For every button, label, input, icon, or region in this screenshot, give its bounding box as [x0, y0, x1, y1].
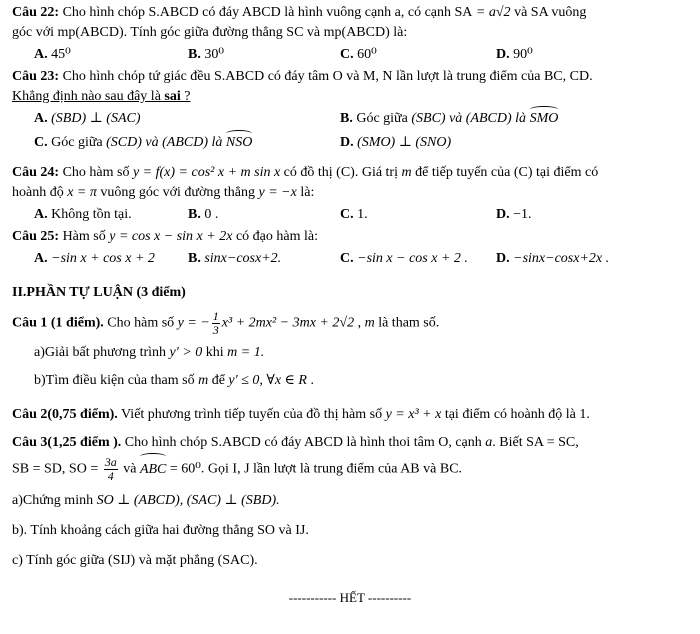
q23-line2: Khẳng định nào sau đây là sai ?: [12, 89, 191, 104]
q24-line1: Câu 24: Cho hàm số y = f(x) = cos² x + m sin x có đồ thị (C). Giá trị m để tiếp tuyến của (C) tại điểm có: [12, 165, 599, 180]
q25-line1: Câu 25: Hàm số y = cos x − sin x + 2x có đạo hàm là:: [12, 229, 318, 244]
q25-option-d[interactable]: D. −sinx−cosx+2x .: [496, 251, 610, 266]
c2-line: Câu 2(0,75 điểm). Viết phương trình tiếp tuyến của đồ thị hàm số y = x³ + x tại điểm có hoành độ là 1.: [12, 407, 590, 422]
q23-option-b[interactable]: B. Góc giữa (SBC) và (ABCD) là SMO: [340, 111, 559, 126]
q24-label: Câu 24:: [12, 165, 60, 180]
c3-line1: Câu 3(1,25 điểm ). Cho hình chóp S.ABCD có đáy ABCD là hình thoi tâm O, cạnh a. Biết SA = SC,: [12, 435, 579, 450]
q25-label: Câu 25:: [12, 229, 60, 244]
q24-option-d[interactable]: D. −1.: [496, 207, 532, 222]
q25-option-c[interactable]: C. −sin x − cos x + 2 .: [340, 251, 468, 266]
q22-label: Câu 22:: [12, 5, 60, 20]
c1-part-b: b)Tìm điều kiện của tham số m để y′ ≤ 0, ∀x ∈ R .: [34, 373, 314, 388]
q24-option-c[interactable]: C. 1.: [340, 207, 368, 222]
q24-option-b[interactable]: B. 0 .: [188, 207, 219, 222]
c1-label: Câu 1 (1 điểm).: [12, 315, 104, 331]
end-marker: ----------- HẾT ----------: [288, 590, 412, 605]
q22-option-a[interactable]: A. 45⁰: [34, 47, 71, 62]
q25-option-b[interactable]: B. sinx−cosx+2.: [188, 251, 282, 266]
c3-part-a: a)Chứng minh SO ⊥ (ABCD), (SAC) ⊥ (SBD).: [12, 493, 280, 508]
q22-option-c[interactable]: C. 60⁰: [340, 47, 377, 62]
c1-line1: Câu 1 (1 điểm). Cho hàm số y = − $\frac{1}{3}$ x³ + 2mx² − 3mx + 2√2 , m là tham số.: [12, 309, 440, 337]
q25-option-a[interactable]: A. −sin x + cos x + 2: [34, 251, 155, 266]
q23-option-d[interactable]: D. (SMO) ⊥ (SNO): [340, 135, 452, 150]
q23-option-c[interactable]: C. Góc giữa (SCD) và (ABCD) là NSO: [34, 135, 253, 150]
angle-abc: ABC: [140, 457, 166, 483]
c3-part-b: b). Tính khoảng cách giữa hai đường thẳng SO và IJ.: [12, 523, 309, 538]
c1-fraction: $\frac{1}{3}$: [212, 309, 219, 337]
c3-label: Câu 3(1,25 điểm ).: [12, 435, 122, 450]
c2-label: Câu 2(0,75 điểm).: [12, 407, 118, 422]
c1-part-a: a)Giải bất phương trình y′ > 0 khi m = 1.: [34, 345, 265, 360]
q22-line1: Câu 22: Cho hình chóp S.ABCD có đáy ABCD là hình vuông cạnh a, có cạnh SA = a√2 và SA vuông: [12, 5, 587, 20]
q24-line2: hoành độ x = π vuông góc với đường thẳng y = −x là:: [12, 185, 315, 200]
c3-part-c: c) Tính góc giữa (SIJ) và mặt phẳng (SAC).: [12, 553, 258, 568]
q24-option-a[interactable]: A. Không tồn tại.: [34, 207, 132, 222]
c3-fraction: $\frac{3a}{4}$: [104, 455, 117, 483]
q22-option-d[interactable]: D. 90⁰: [496, 47, 533, 62]
q23-label: Câu 23:: [12, 69, 60, 84]
q23-option-a[interactable]: A. (SBD) ⊥ (SAC): [34, 111, 141, 126]
q23-line1: Câu 23: Cho hình chóp tứ giác đều S.ABCD có đáy tâm O và M, N lần lượt là trung điểm của BC, CD.: [12, 69, 593, 84]
q22-line2: góc với mp(ABCD). Tính góc giữa đường thẳng SC và mp(ABCD) là:: [12, 25, 408, 40]
part2-title: II.PHẦN TỰ LUẬN (3 điểm): [12, 285, 186, 300]
q22-option-b[interactable]: B. 30⁰: [188, 47, 224, 62]
c3-line2: SB = SD, SO = $\frac{3a}{4}$ và ABC = 60⁰. Gọi I, J lần lượt là trung điểm của AB và BC.: [12, 455, 463, 483]
